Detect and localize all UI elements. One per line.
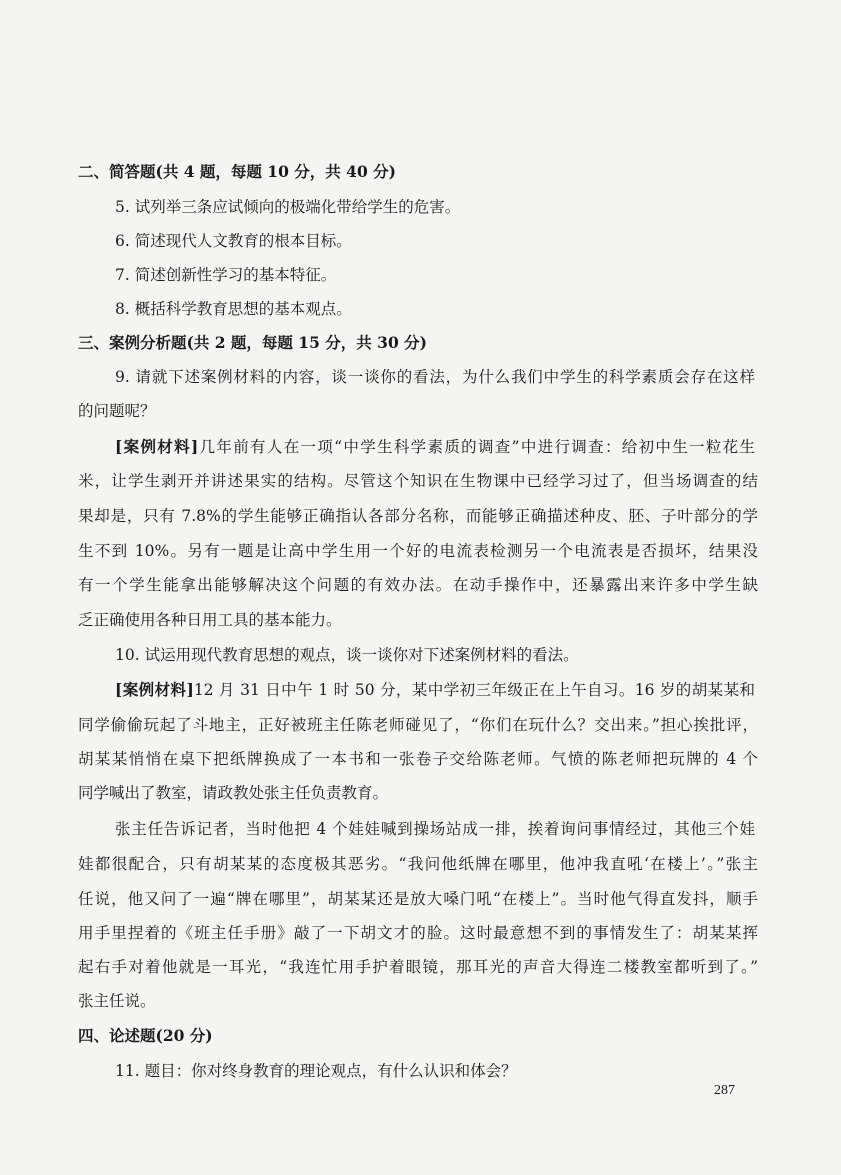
case-material-10-line: 同学偷偷玩起了斗地主，正好被班主任陈老师碰见了，“你们在玩什么？交出来。”担心挨批评，: [78, 716, 758, 734]
question-9-line: 的问题呢？: [78, 402, 156, 420]
page-number: 287: [714, 1083, 735, 1098]
case-paragraph-line: 任说，他又问了一遍“牌在哪里”，胡某某还是放大嗓门吼“在楼上”。当时他气得直发抖，顺手: [78, 890, 758, 908]
case-text: 12 月 31 日中午 1 时 50 分，某中学初三年级正在上午自习。16 岁的胡某某和: [193, 681, 755, 699]
question-8: 8. 概括科学教育思想的基本观点。: [115, 300, 352, 318]
case-paragraph-line: 起右手对着他就是一耳光，“我连忙用手护着眼镜，那耳光的声音大得连二楼教室都听到了。”: [78, 958, 758, 976]
case-material-9-line: 有一个学生能拿出能够解决这个问题的有效办法。在动手操作中，还暴露出来许多中学生缺: [78, 576, 758, 594]
question-5: 5. 试列举三条应试倾向的极端化带给学生的危害。: [115, 198, 461, 216]
question-11: 11. 题目：你对终身教育的理论观点，有什么认识和体会？: [115, 1062, 517, 1080]
question-10: 10. 试运用现代教育思想的观点，谈一谈你对下述案例材料的看法。: [115, 646, 579, 664]
case-material-9-line: 乏正确使用各种日用工具的基本能力。: [78, 611, 342, 629]
section-heading-essay: 四、论述题(20 分): [78, 1026, 213, 1045]
section-heading-case-analysis: 三、案例分析题(共 2 题，每题 15 分，共 30 分): [78, 333, 427, 352]
case-material-10-line: 胡某某悄悄在桌下把纸牌换成了一本书和一张卷子交给陈老师。气愤的陈老师把玩牌的 4 个: [78, 750, 758, 768]
section-heading-short-answer: 二、简答题(共 4 题，每题 10 分，共 40 分): [78, 162, 396, 181]
question-9-line: 9. 请就下述案例材料的内容，谈一谈你的看法，为什么我们中学生的科学素质会存在这样: [115, 368, 755, 386]
case-paragraph-line: 张主任说。: [78, 992, 156, 1010]
case-material-9-line: [115, 437, 755, 457]
question-7: 7. 简述创新性学习的基本特征。: [115, 266, 337, 284]
question-6: 6. 简述现代人文教育的根本目标。: [115, 232, 352, 250]
case-material-9-line: 果却是，只有 7.8%的学生能够正确指认各部分名称，而能够正确描述种皮、胚、子叶部分的学: [78, 507, 758, 525]
case-paragraph-line: 张主任告诉记者，当时他把 4 个娃娃喊到操场站成一排，挨着询问事情经过，其他三个娃: [115, 820, 755, 838]
case-text: 几年前有人在一项“中学生科学素质的调查”中进行调查：给初中生一粒花生: [198, 438, 756, 456]
case-material-9-line: 生不到 10%。另有一题是让高中学生用一个好的电流表检测另一个电流表是否损坏，结果没: [78, 542, 758, 560]
case-paragraph-line: 娃都很配合，只有胡某某的态度极其恶劣。“我问他纸牌在哪里，他冲我直吼‘在楼上’。”张主: [78, 855, 758, 873]
case-material-label: [案例材料]: [115, 680, 194, 699]
case-paragraph-line: 用手里捏着的《班主任手册》敲了一下胡文才的脸。这时最意想不到的事情发生了：胡某某挥: [78, 924, 758, 942]
case-material-9-line: 米，让学生剥开并讲述果实的结构。尽管这个知识在生物课中已经学习过了，但当场调查的结: [78, 472, 758, 490]
case-material-10-line: 同学喊出了教室，请政教处张主任负责教育。: [78, 784, 389, 802]
case-material-label: [案例材料]: [115, 437, 199, 456]
case-material-10-line: [115, 680, 755, 700]
